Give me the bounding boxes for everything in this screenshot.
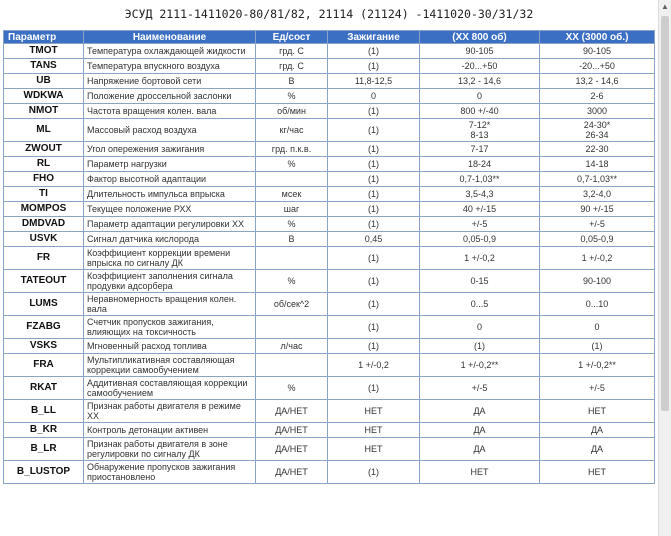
table-row [4,157,654,171]
xx3000-cell: 3000 [540,104,654,118]
unit-cell: % [256,217,327,231]
xx800-cell: 3,5-4,3 [420,187,539,201]
xx3000-cell: +/-5 [540,377,654,399]
param-cell: LUMS [4,293,83,315]
table-row [4,354,654,376]
xx3000-cell: 0,05-0,9 [540,232,654,246]
param-cell: ML [4,119,83,141]
ignition-cell: (1) [328,172,419,186]
name-cell: Параметр нагрузки [84,157,255,171]
table-row [4,339,654,353]
name-cell: Положение дроссельной заслонки [84,89,255,103]
name-cell: Мультипликативная составляющая коррекции самообучением [84,354,255,376]
name-cell: Частота вращения колен. вала [84,104,255,118]
table-row [4,172,654,186]
ignition-cell: НЕТ [328,438,419,460]
xx3000-cell: 0...10 [540,293,654,315]
param-cell: NMOT [4,104,83,118]
xx800-cell: ДА [420,423,539,437]
table-row [4,89,654,103]
param-cell: DMDVAD [4,217,83,231]
xx800-cell: +/-5 [420,377,539,399]
table-row [4,104,654,118]
ignition-cell: (1) [328,202,419,216]
xx800-cell: 7-12* 8-13 [420,119,539,141]
xx3000-cell: 1 +/-0,2** [540,354,654,376]
param-cell: TANS [4,59,83,73]
name-cell: Признак работы двигателя в зоне регулировки по сигналу ДК [84,438,255,460]
unit-cell: % [256,89,327,103]
vertical-scrollbar[interactable] [658,0,671,536]
xx800-cell: 0-15 [420,270,539,292]
unit-cell: ДА/НЕТ [256,461,327,483]
param-cell: FZABG [4,316,83,338]
param-cell: B_LUSTOP [4,461,83,483]
table-row [4,247,654,269]
ignition-cell: (1) [328,142,419,156]
name-cell: Неравномерность вращения колен. вала [84,293,255,315]
ignition-cell: (1) [328,461,419,483]
xx800-cell: 1 +/-0,2** [420,354,539,376]
xx3000-cell: 90 +/-15 [540,202,654,216]
header-param: Параметр [4,31,83,43]
xx800-cell: 0...5 [420,293,539,315]
name-cell: Фактор высотной адаптации [84,172,255,186]
xx800-cell: +/-5 [420,217,539,231]
name-cell: Счетчик пропусков зажигания, влияющих на токсичность [84,316,255,338]
xx3000-cell: +/-5 [540,217,654,231]
name-cell: Длительность импульса впрыска [84,187,255,201]
unit-cell: грд. С [256,44,327,58]
xx800-cell: НЕТ [420,461,539,483]
param-cell: UB [4,74,83,88]
table-row [4,187,654,201]
ignition-cell: (1) [328,316,419,338]
ignition-cell: (1) [328,59,419,73]
xx3000-cell: 22-30 [540,142,654,156]
xx3000-cell: 90-100 [540,270,654,292]
table-row [4,438,654,460]
table-row [4,44,654,58]
ignition-cell: (1) [328,119,419,141]
param-cell: RKAT [4,377,83,399]
unit-cell: грд. п.к.в. [256,142,327,156]
header-xx3000: XX (3000 об.) [540,31,654,43]
scroll-thumb[interactable] [661,16,669,411]
unit-cell: мсек [256,187,327,201]
xx3000-cell: 90-105 [540,44,654,58]
param-cell: FHO [4,172,83,186]
param-cell: VSKS [4,339,83,353]
name-cell: Признак работы двигателя в режиме ХХ [84,400,255,422]
unit-cell: ДА/НЕТ [256,400,327,422]
unit-cell: % [256,157,327,171]
table-row [4,377,654,399]
xx800-cell: 800 +/-40 [420,104,539,118]
page-title: ЭСУД 2111-1411020-80/81/82, 21114 (21124) -1411020-30/31/32 [124,7,534,21]
xx3000-cell: 2-6 [540,89,654,103]
name-cell: Температура впускного воздуха [84,59,255,73]
name-cell: Массовый расход воздуха [84,119,255,141]
xx3000-cell: (1) [540,339,654,353]
unit-cell: кг/час [256,119,327,141]
param-cell: TATEOUT [4,270,83,292]
header-unit: Ед/сост [256,31,327,43]
table-row [4,270,654,292]
ignition-cell: (1) [328,217,419,231]
ignition-cell: 0,45 [328,232,419,246]
table-row [4,423,654,437]
unit-cell: В [256,74,327,88]
table-row [4,74,654,88]
xx800-cell: -20...+50 [420,59,539,73]
param-cell: B_LL [4,400,83,422]
ignition-cell: (1) [328,293,419,315]
xx800-cell: ДА [420,438,539,460]
name-cell: Коэффициент коррекции времени впрыска по сигналу ДК [84,247,255,269]
table-row [4,217,654,231]
ignition-cell: (1) [328,187,419,201]
xx800-cell: ДА [420,400,539,422]
param-cell: USVK [4,232,83,246]
triangle-up-icon[interactable]: ▲ [661,2,669,11]
xx800-cell: 18-24 [420,157,539,171]
table-row [4,119,654,141]
param-cell: B_LR [4,438,83,460]
xx800-cell: 0 [420,89,539,103]
xx3000-cell: НЕТ [540,400,654,422]
param-cell: FR [4,247,83,269]
unit-cell: об/мин [256,104,327,118]
xx800-cell: 90-105 [420,44,539,58]
param-cell: MOMPOS [4,202,83,216]
xx3000-cell: -20...+50 [540,59,654,73]
ignition-cell: (1) [328,270,419,292]
xx3000-cell: ДА [540,438,654,460]
name-cell: Угол опережения зажигания [84,142,255,156]
xx3000-cell: 1 +/-0,2 [540,247,654,269]
param-cell: TMOT [4,44,83,58]
xx3000-cell: ДА [540,423,654,437]
xx3000-cell: 13,2 - 14,6 [540,74,654,88]
table-row [4,142,654,156]
table-row [4,293,654,315]
unit-cell: л/час [256,339,327,353]
ignition-cell: 0 [328,89,419,103]
table-row [4,59,654,73]
ignition-cell: (1) [328,247,419,269]
ignition-cell: (1) [328,104,419,118]
ignition-cell: (1) [328,44,419,58]
unit-cell: % [256,377,327,399]
name-cell: Обнаружение пропусков зажигания приостановлено [84,461,255,483]
ignition-cell: НЕТ [328,423,419,437]
table-row [4,461,654,483]
param-cell: WDKWA [4,89,83,103]
ignition-cell: (1) [328,339,419,353]
unit-cell [256,354,327,376]
unit-cell [256,247,327,269]
ignition-cell: (1) [328,157,419,171]
header-ignition: Зажигание [328,31,419,43]
xx800-cell: 0,05-0,9 [420,232,539,246]
name-cell: Температура охлаждающей жидкости [84,44,255,58]
xx3000-cell: 14-18 [540,157,654,171]
name-cell: Контроль детонации активен [84,423,255,437]
header-xx800: (XX 800 об) [420,31,539,43]
xx3000-cell: 24-30* 26-34 [540,119,654,141]
parameters-table [3,30,655,484]
xx3000-cell: НЕТ [540,461,654,483]
xx800-cell: 1 +/-0,2 [420,247,539,269]
xx800-cell: 0,7-1,03** [420,172,539,186]
table-row [4,232,654,246]
param-cell: TI [4,187,83,201]
name-cell: Параметр адаптации регулировки ХХ [84,217,255,231]
name-cell: Напряжение бортовой сети [84,74,255,88]
xx3000-cell: 0 [540,316,654,338]
table-row [4,202,654,216]
xx800-cell: 13,2 - 14,6 [420,74,539,88]
ignition-cell: (1) [328,377,419,399]
param-cell: FRA [4,354,83,376]
name-cell: Коэффициент заполнения сигнала продувки адсорбера [84,270,255,292]
unit-cell [256,316,327,338]
xx800-cell: 0 [420,316,539,338]
unit-cell: об/сек^2 [256,293,327,315]
table-row [4,316,654,338]
param-cell: B_KR [4,423,83,437]
unit-cell: В [256,232,327,246]
table-row [4,400,654,422]
xx3000-cell: 0,7-1,03** [540,172,654,186]
param-cell: ZWOUT [4,142,83,156]
unit-cell: грд. С [256,59,327,73]
ignition-cell: 11,8-12,5 [328,74,419,88]
unit-cell: шаг [256,202,327,216]
unit-cell: % [256,270,327,292]
xx3000-cell: 3,2-4,0 [540,187,654,201]
xx800-cell: 40 +/-15 [420,202,539,216]
unit-cell: ДА/НЕТ [256,438,327,460]
xx800-cell: (1) [420,339,539,353]
table-body [4,44,654,483]
table-header-row [4,31,654,43]
ignition-cell: НЕТ [328,400,419,422]
name-cell: Сигнал датчика кислорода [84,232,255,246]
xx800-cell: 7-17 [420,142,539,156]
name-cell: Текущее положение РХХ [84,202,255,216]
unit-cell [256,172,327,186]
ignition-cell: 1 +/-0,2 [328,354,419,376]
param-cell: RL [4,157,83,171]
header-name: Наименование [84,31,255,43]
unit-cell: ДА/НЕТ [256,423,327,437]
name-cell: Мгновенный расход топлива [84,339,255,353]
name-cell: Аддитивная составляющая коррекции самообучением [84,377,255,399]
